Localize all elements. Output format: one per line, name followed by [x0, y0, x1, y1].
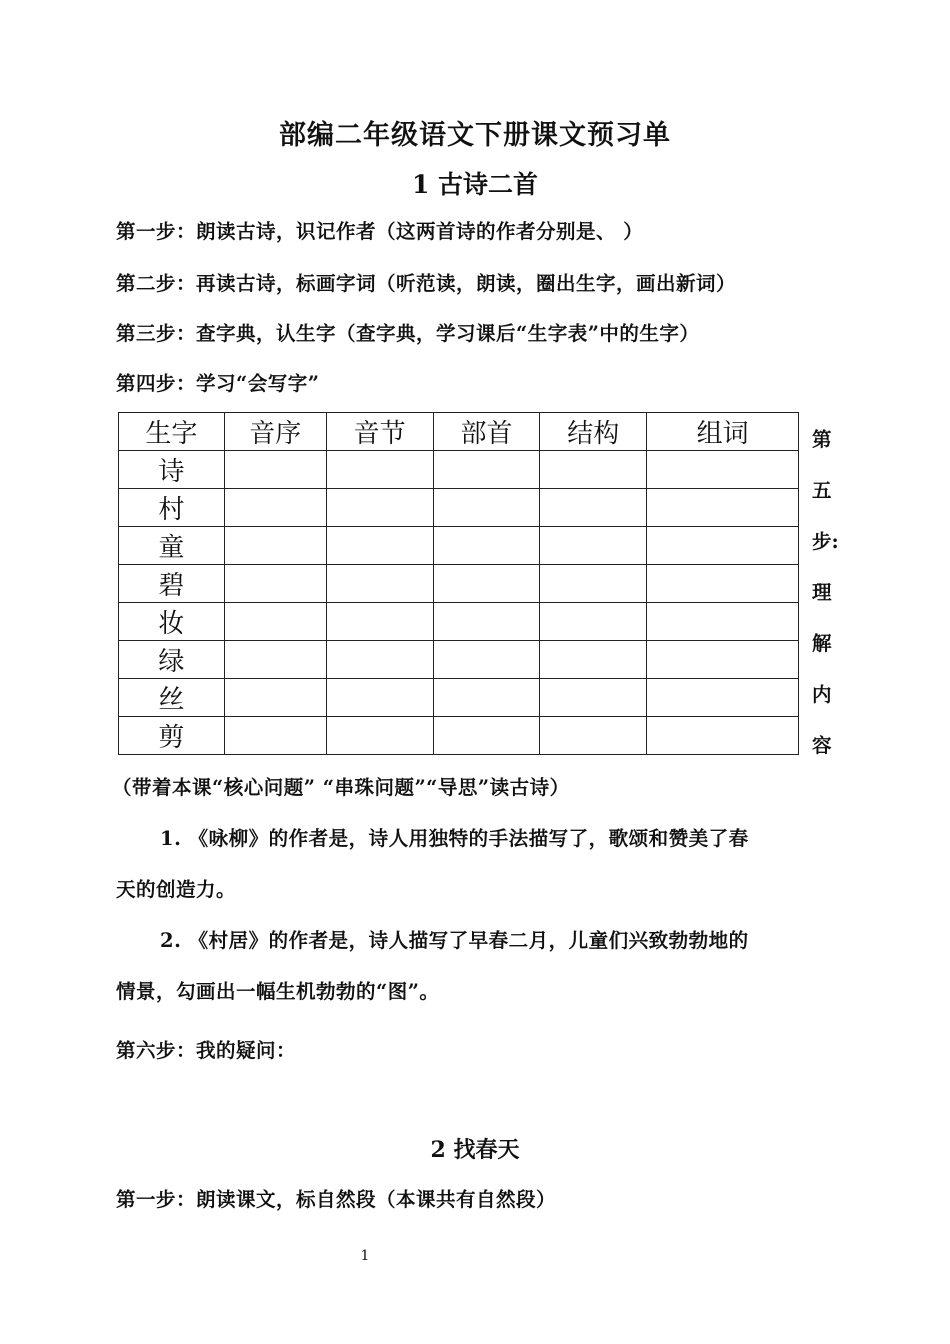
header-structure: 结构 — [540, 413, 647, 451]
document-title: 部编二年级语文下册课文预习单 — [279, 120, 671, 151]
blank-cell — [326, 679, 433, 717]
blank-cell — [326, 641, 433, 679]
blank-cell — [433, 565, 540, 603]
table-row — [119, 489, 799, 527]
table-row — [119, 451, 799, 489]
question1-line1: 1. 《咏柳》的作者是，诗人用独特的手法描写了，歌颂和赞美了春 — [160, 827, 749, 850]
page-number: 1 — [360, 1248, 370, 1264]
blank-cell — [647, 451, 799, 489]
blank-cell — [224, 489, 326, 527]
step5-char: 容 — [812, 734, 832, 757]
blank-cell — [224, 451, 326, 489]
blank-cell — [224, 717, 326, 755]
step5-char: 第 — [812, 428, 832, 451]
blank-cell — [647, 679, 799, 717]
blank-cell — [540, 451, 647, 489]
blank-cell — [326, 451, 433, 489]
header-initial: 音序 — [224, 413, 326, 451]
blank-cell — [326, 527, 433, 565]
blank-cell — [540, 527, 647, 565]
header-words: 组词 — [647, 413, 799, 451]
lesson1-step6: 第六步：我的疑问： — [116, 1039, 297, 1062]
blank-cell — [540, 641, 647, 679]
blank-cell — [540, 489, 647, 527]
blank-cell — [224, 679, 326, 717]
step5-char: 理 — [812, 581, 832, 604]
lesson1-step3: 第三步：查字典，认生字（查字典，学习课后“生字表”中的生字） — [116, 322, 700, 345]
char-cell: 村 — [119, 489, 225, 527]
blank-cell — [540, 679, 647, 717]
blank-cell — [326, 603, 433, 641]
char-cell: 童 — [119, 527, 225, 565]
question2-line1: 2. 《村居》的作者是，诗人描写了早春二月，儿童们兴致勃勃地的 — [160, 929, 749, 952]
table-row — [119, 603, 799, 641]
header-pinyin: 音节 — [326, 413, 433, 451]
question2-line2: 情景，勾画出一幅生机勃勃的“图”。 — [116, 980, 440, 1003]
blank-cell — [433, 451, 540, 489]
blank-cell — [326, 489, 433, 527]
table-row — [119, 641, 799, 679]
blank-cell — [326, 565, 433, 603]
blank-cell — [647, 527, 799, 565]
table-row — [119, 717, 799, 755]
blank-cell — [326, 717, 433, 755]
blank-cell — [647, 489, 799, 527]
blank-cell — [433, 717, 540, 755]
table-row — [119, 679, 799, 717]
question1-line2: 天的创造力。 — [116, 878, 237, 901]
lesson1-step2: 第二步：再读古诗，标画字词（听范读，朗读，圈出生字，画出新词） — [116, 272, 737, 295]
blank-cell — [647, 565, 799, 603]
guide-questions: （带着本课“核心问题” “串珠问题”“导思”读古诗） — [112, 776, 570, 799]
blank-cell — [647, 603, 799, 641]
char-cell: 诗 — [119, 451, 225, 489]
char-cell: 碧 — [119, 565, 225, 603]
blank-cell — [224, 641, 326, 679]
blank-cell — [224, 603, 326, 641]
step5-char: 解 — [812, 632, 832, 655]
blank-cell — [540, 717, 647, 755]
blank-cell — [224, 565, 326, 603]
blank-cell — [433, 679, 540, 717]
header-char: 生字 — [119, 413, 225, 451]
step5-vertical-label — [812, 414, 839, 771]
lesson1-step4: 第四步：学习“会写字” — [116, 372, 320, 395]
lesson1-step1: 第一步：朗读古诗，识记作者（这两首诗的作者分别是、 ） — [116, 220, 644, 243]
step5-char: 五 — [812, 479, 832, 502]
table-row — [119, 565, 799, 603]
blank-cell — [647, 717, 799, 755]
blank-cell — [433, 527, 540, 565]
char-cell: 绿 — [119, 641, 225, 679]
blank-cell — [433, 603, 540, 641]
blank-cell — [647, 641, 799, 679]
step5-char: 步: — [812, 530, 839, 553]
blank-cell — [540, 603, 647, 641]
lesson2-title: 2 找春天 — [430, 1137, 520, 1163]
header-radical: 部首 — [433, 413, 540, 451]
table-header-row — [119, 413, 799, 451]
lesson2-step1: 第一步：朗读课文，标自然段（本课共有自然段） — [116, 1188, 557, 1211]
blank-cell — [224, 527, 326, 565]
writing-characters-table — [118, 412, 799, 755]
step5-char: 内 — [812, 683, 832, 706]
blank-cell — [540, 565, 647, 603]
lesson1-title: 1 古诗二首 — [411, 170, 539, 199]
blank-cell — [433, 489, 540, 527]
char-cell: 妆 — [119, 603, 225, 641]
char-cell: 剪 — [119, 717, 225, 755]
char-cell: 丝 — [119, 679, 225, 717]
blank-cell — [433, 641, 540, 679]
table-row — [119, 527, 799, 565]
